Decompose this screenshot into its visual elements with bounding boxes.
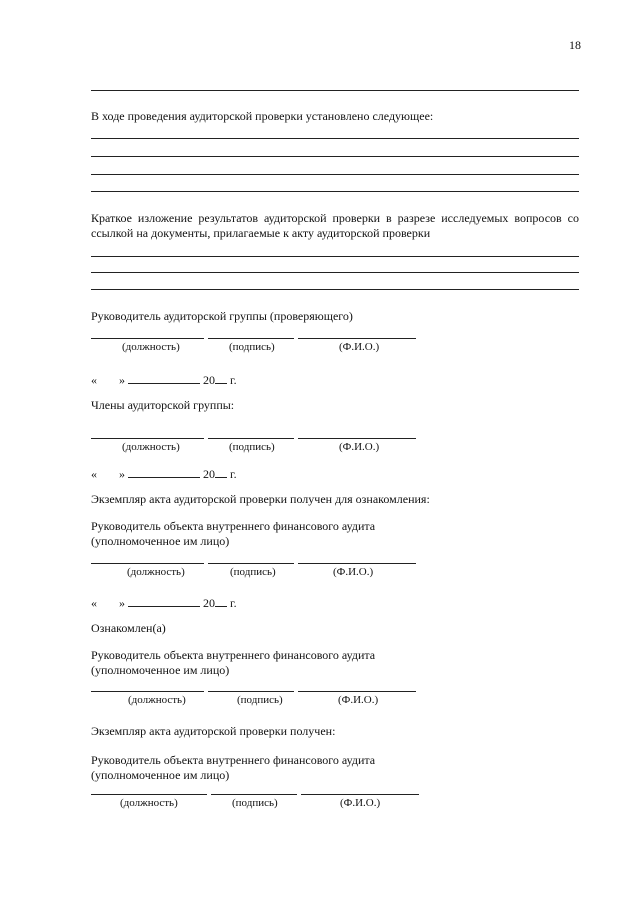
date-year-prefix: 20 bbox=[203, 596, 215, 610]
top-blank-line bbox=[91, 90, 579, 91]
findings-line-4 bbox=[91, 191, 579, 192]
date-line-3 bbox=[91, 595, 237, 611]
date-open-quote: « bbox=[91, 596, 97, 610]
date-year-suffix: г. bbox=[230, 596, 237, 610]
group-members-label: Члены аудиторской группы: bbox=[91, 398, 235, 412]
date-year-blank bbox=[215, 466, 227, 478]
group-leader-position-line bbox=[91, 338, 204, 339]
date-year-blank bbox=[215, 595, 227, 607]
group-leader-name-line bbox=[298, 338, 416, 339]
object-head-1-signature-caption: (подпись) bbox=[230, 566, 276, 578]
date-year-suffix: г. bbox=[230, 467, 237, 481]
copy-received-for-review-label: Экземпляр акта аудиторской проверки получен для ознакомления: bbox=[91, 492, 430, 506]
object-head-1-name-line bbox=[298, 563, 416, 564]
group-members-signature-line bbox=[208, 438, 294, 439]
findings-line-2 bbox=[91, 156, 579, 157]
group-leader-name-caption: (Ф.И.О.) bbox=[339, 341, 380, 353]
acknowledged-label: Ознакомлен(а) bbox=[91, 621, 166, 635]
object-head-3-signature-caption: (подпись) bbox=[232, 797, 278, 809]
summary-line-3 bbox=[91, 289, 579, 290]
object-head-1-position-caption: (должность) bbox=[127, 566, 185, 578]
object-head-2-signature-line bbox=[208, 691, 294, 692]
date-close-quote: » bbox=[119, 373, 125, 387]
group-leader-signature-line bbox=[208, 338, 294, 339]
object-head-3-signature-line bbox=[211, 794, 297, 795]
copy-received-label: Экземпляр акта аудиторской проверки получен: bbox=[91, 724, 336, 738]
object-head-2-name-caption: (Ф.И.О.) bbox=[338, 694, 379, 706]
object-head-2-position-line bbox=[91, 691, 204, 692]
date-open-quote: « bbox=[91, 373, 97, 387]
date-year-blank bbox=[215, 372, 227, 384]
object-head-1-name-caption: (Ф.И.О.) bbox=[333, 566, 374, 578]
group-members-signature-caption: (подпись) bbox=[229, 441, 275, 453]
object-head-label-1a: Руководитель объекта внутреннего финансового аудита bbox=[91, 519, 376, 533]
object-head-3-position-line bbox=[91, 794, 207, 795]
object-head-label-1b: (уполномоченное им лицо) bbox=[91, 534, 230, 548]
date-line-1 bbox=[91, 372, 237, 388]
group-leader-signature-caption: (подпись) bbox=[229, 341, 275, 353]
page-number: 18 bbox=[569, 38, 581, 52]
date-month-blank bbox=[128, 466, 200, 478]
group-leader-position-caption: (должность) bbox=[122, 341, 180, 353]
object-head-2-name-line bbox=[298, 691, 416, 692]
object-head-label-3a: Руководитель объекта внутреннего финансового аудита bbox=[91, 753, 376, 767]
object-head-1-signature-line bbox=[208, 563, 294, 564]
findings-label: В ходе проведения аудиторской проверки установлено следующее: bbox=[91, 109, 434, 123]
object-head-3-name-caption: (Ф.И.О.) bbox=[340, 797, 381, 809]
date-line-2 bbox=[91, 466, 237, 482]
summary-label: Краткое изложение результатов аудиторской проверки в разрезе исследуемых вопросов со ссылкой на документы, прилагаемые к акту аудиторской проверки bbox=[91, 211, 579, 240]
object-head-3-name-line bbox=[301, 794, 419, 795]
group-members-position-caption: (должность) bbox=[122, 441, 180, 453]
group-members-position-line bbox=[91, 438, 204, 439]
date-month-blank bbox=[128, 595, 200, 607]
object-head-label-2b: (уполномоченное им лицо) bbox=[91, 663, 230, 677]
findings-line-3 bbox=[91, 174, 579, 175]
date-year-suffix: г. bbox=[230, 373, 237, 387]
object-head-label-2a: Руководитель объекта внутреннего финансового аудита bbox=[91, 648, 376, 662]
object-head-label-3b: (уполномоченное им лицо) bbox=[91, 768, 230, 782]
group-leader-label: Руководитель аудиторской группы (проверяющего) bbox=[91, 309, 353, 323]
object-head-2-signature-caption: (подпись) bbox=[237, 694, 283, 706]
object-head-2-position-caption: (должность) bbox=[128, 694, 186, 706]
date-close-quote: » bbox=[119, 596, 125, 610]
object-head-1-position-line bbox=[91, 563, 204, 564]
date-open-quote: « bbox=[91, 467, 97, 481]
findings-line-1 bbox=[91, 138, 579, 139]
date-month-blank bbox=[128, 372, 200, 384]
group-members-name-caption: (Ф.И.О.) bbox=[339, 441, 380, 453]
date-close-quote: » bbox=[119, 467, 125, 481]
date-year-prefix: 20 bbox=[203, 467, 215, 481]
date-year-prefix: 20 bbox=[203, 373, 215, 387]
summary-line-1 bbox=[91, 256, 579, 257]
object-head-3-position-caption: (должность) bbox=[120, 797, 178, 809]
group-members-name-line bbox=[298, 438, 416, 439]
summary-line-2 bbox=[91, 272, 579, 273]
